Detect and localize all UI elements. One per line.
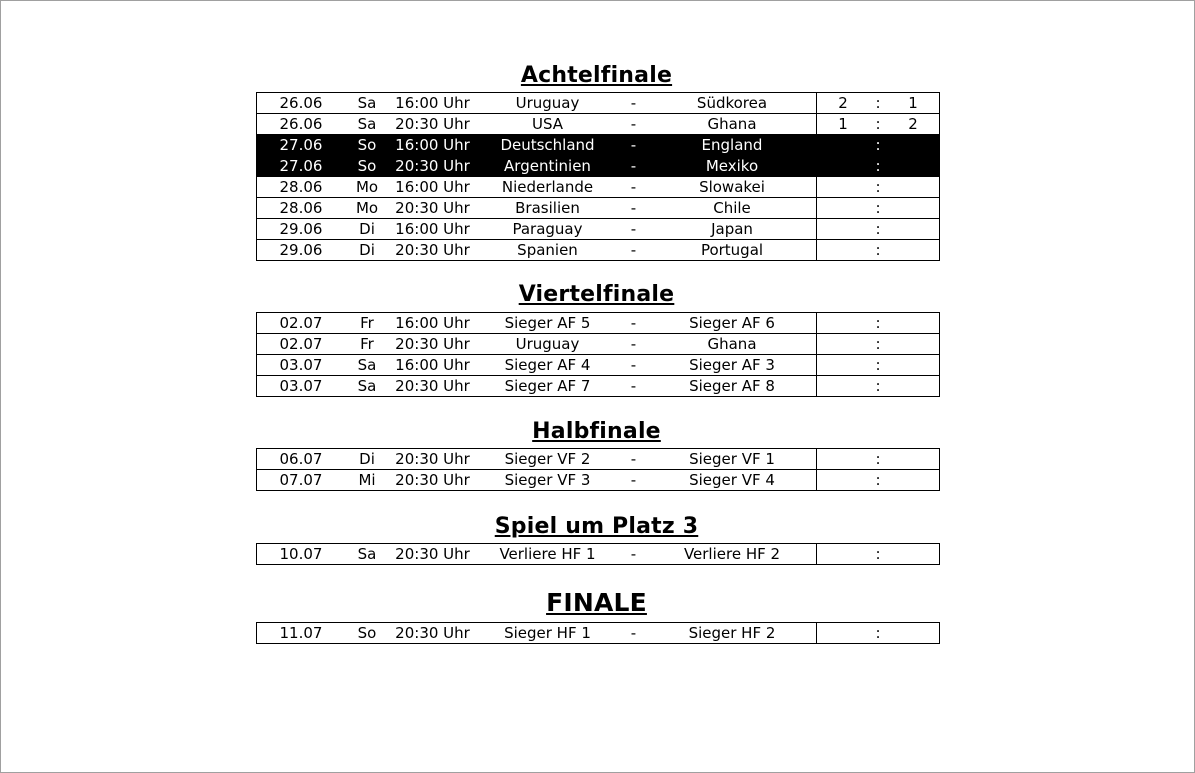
match-date: 29.06 (279, 220, 323, 238)
match-time: 20:30 Uhr (395, 624, 470, 642)
match-day: Sa (357, 94, 377, 112)
home-goals[interactable] (817, 544, 870, 565)
score-separator: : (875, 199, 881, 217)
team-separator: - (630, 199, 637, 217)
match-day: So (357, 624, 377, 642)
match-time: 20:30 Uhr (395, 450, 470, 468)
match-day: So (345, 135, 389, 156)
match-row (257, 177, 940, 198)
match-time: 16:00 Uhr (395, 178, 470, 196)
match-date: 07.07 (279, 471, 323, 489)
home-team: USA (531, 115, 564, 133)
score-separator: : (875, 335, 881, 353)
team-separator: - (630, 94, 637, 112)
match-day: Mo (355, 199, 379, 217)
team-separator: - (630, 220, 637, 238)
match-date: 29.06 (279, 241, 323, 259)
match-day: Di (359, 220, 375, 238)
match-time: 20:30 Uhr (395, 377, 470, 395)
away-team: Südkorea (648, 93, 817, 114)
away-team: Sieger HF 2 (648, 623, 817, 644)
match-row (257, 544, 940, 565)
home-goals[interactable]: 2 (838, 94, 848, 112)
home-goals[interactable] (817, 470, 870, 491)
match-day: Di (359, 241, 375, 259)
away-goals[interactable] (887, 135, 940, 156)
match-row (257, 376, 940, 397)
home-team: Sieger VF 3 (504, 471, 591, 489)
match-row (257, 240, 940, 261)
match-row (257, 470, 940, 491)
away-team: England (648, 135, 817, 156)
match-date: 28.06 (279, 199, 323, 217)
away-goals[interactable] (887, 198, 940, 219)
team-separator: - (619, 156, 648, 177)
away-goals[interactable] (887, 219, 940, 240)
fixtures-table-viertelfinale (256, 312, 940, 397)
home-goals[interactable] (817, 135, 870, 156)
match-date: 06.07 (279, 450, 323, 468)
away-goals[interactable] (887, 156, 940, 177)
match-date: 11.07 (279, 624, 323, 642)
away-team: Verliere HF 2 (648, 544, 817, 565)
match-time: 16:00 Uhr (395, 356, 470, 374)
home-goals[interactable] (817, 177, 870, 198)
away-goals[interactable]: 1 (908, 94, 918, 112)
match-row (257, 449, 940, 470)
match-row (257, 334, 940, 355)
away-goals[interactable] (887, 355, 940, 376)
section-title-achtelfinale: Achtelfinale (520, 63, 673, 88)
score-separator: : (875, 377, 881, 395)
match-day: Sa (357, 115, 377, 133)
score-separator: : (875, 178, 881, 196)
match-day: Mo (355, 178, 379, 196)
match-date: 03.07 (279, 377, 323, 395)
match-day: Sa (357, 545, 377, 563)
match-day: Fr (360, 335, 374, 353)
match-row (257, 114, 940, 135)
home-team: Uruguay (515, 94, 580, 112)
home-team: Sieger VF 2 (504, 450, 591, 468)
team-separator: - (630, 335, 637, 353)
match-date: 02.07 (279, 335, 323, 353)
score-separator: : (875, 356, 881, 374)
match-row (257, 156, 940, 177)
fixtures-table-finale (256, 622, 940, 644)
team-separator: - (630, 356, 637, 374)
home-team: Deutschland (476, 135, 619, 156)
away-team: Sieger AF 8 (648, 376, 817, 397)
away-goals[interactable] (887, 376, 940, 397)
home-team: Sieger AF 7 (504, 377, 591, 395)
match-date: 26.06 (279, 115, 323, 133)
home-goals[interactable] (817, 376, 870, 397)
away-team: Ghana (648, 114, 817, 135)
team-separator: - (630, 178, 637, 196)
home-goals[interactable] (817, 219, 870, 240)
away-goals[interactable] (887, 313, 940, 334)
match-row (257, 219, 940, 240)
home-team: Verliere HF 1 (499, 545, 596, 563)
match-day: So (345, 156, 389, 177)
match-row (257, 623, 940, 644)
home-goals[interactable] (817, 355, 870, 376)
section-title-finale: FINALE (546, 588, 647, 617)
match-time: 16:00 Uhr (395, 94, 470, 112)
home-goals[interactable] (817, 156, 870, 177)
match-time: 20:30 Uhr (395, 545, 470, 563)
home-team: Niederlande (501, 178, 594, 196)
match-time: 20:30 Uhr (389, 156, 476, 177)
home-goals[interactable] (817, 623, 870, 644)
team-separator: - (630, 624, 637, 642)
away-team: Sieger VF 4 (648, 470, 817, 491)
away-team: Portugal (648, 240, 817, 261)
section-title-platz3: Spiel um Platz 3 (494, 514, 699, 539)
home-team: Sieger AF 4 (504, 356, 591, 374)
away-goals[interactable] (887, 334, 940, 355)
team-separator: - (619, 135, 648, 156)
match-day: Fr (360, 314, 374, 332)
match-date: 27.06 (257, 135, 346, 156)
home-goals[interactable] (817, 240, 870, 261)
score-separator: : (875, 241, 881, 259)
fixtures-table-platz3 (256, 543, 940, 565)
home-goals[interactable] (817, 449, 870, 470)
away-team: Slowakei (648, 177, 817, 198)
away-goals[interactable] (887, 449, 940, 470)
team-separator: - (630, 471, 637, 489)
away-team: Sieger AF 6 (648, 313, 817, 334)
match-date: 03.07 (279, 356, 323, 374)
match-day: Di (359, 450, 375, 468)
away-goals[interactable] (887, 470, 940, 491)
match-day: Mi (358, 471, 376, 489)
match-time: 20:30 Uhr (395, 471, 470, 489)
away-team: Ghana (648, 334, 817, 355)
match-time: 20:30 Uhr (395, 335, 470, 353)
away-goals[interactable]: 2 (908, 115, 918, 133)
score-separator: : (869, 135, 887, 156)
away-team: Chile (648, 198, 817, 219)
away-goals[interactable] (887, 544, 940, 565)
team-separator: - (630, 115, 637, 133)
team-separator: - (630, 450, 637, 468)
away-goals[interactable] (887, 623, 940, 644)
score-separator: : (869, 156, 887, 177)
match-date: 02.07 (279, 314, 323, 332)
away-team: Mexiko (648, 156, 817, 177)
away-goals[interactable] (887, 177, 940, 198)
score-separator: : (875, 220, 881, 238)
team-separator: - (630, 314, 637, 332)
score-separator: : (875, 545, 881, 563)
home-goals[interactable] (817, 313, 870, 334)
score-separator: : (875, 94, 881, 112)
section-title-viertelfinale: Viertelfinale (518, 282, 675, 307)
fixtures-table-achtelfinale (256, 92, 940, 261)
score-separator: : (875, 471, 881, 489)
match-row (257, 355, 940, 376)
team-separator: - (630, 377, 637, 395)
home-team: Brasilien (515, 199, 580, 217)
home-team: Paraguay (512, 220, 583, 238)
match-date: 26.06 (279, 94, 323, 112)
fixtures-table-halbfinale (256, 448, 940, 491)
match-row (257, 198, 940, 219)
score-separator: : (875, 314, 881, 332)
away-team: Japan (648, 219, 817, 240)
match-time: 20:30 Uhr (395, 241, 470, 259)
home-goals[interactable] (817, 334, 870, 355)
match-date: 28.06 (279, 178, 323, 196)
section-title-halbfinale: Halbfinale (532, 419, 661, 444)
match-time: 16:00 Uhr (395, 220, 470, 238)
home-team: Sieger HF 1 (504, 624, 591, 642)
match-time: 20:30 Uhr (395, 199, 470, 217)
match-time: 16:00 Uhr (389, 135, 476, 156)
match-date: 27.06 (257, 156, 346, 177)
away-goals[interactable] (887, 240, 940, 261)
team-separator: - (630, 241, 637, 259)
match-row (257, 313, 940, 334)
away-team: Sieger VF 1 (648, 449, 817, 470)
match-time: 20:30 Uhr (395, 115, 470, 133)
match-day: Sa (357, 377, 377, 395)
away-team: Sieger AF 3 (648, 355, 817, 376)
home-team: Uruguay (515, 335, 580, 353)
match-time: 16:00 Uhr (395, 314, 470, 332)
score-separator: : (875, 624, 881, 642)
match-row (257, 93, 940, 114)
match-date: 10.07 (279, 545, 323, 563)
score-separator: : (875, 450, 881, 468)
home-goals[interactable]: 1 (838, 115, 848, 133)
match-row (257, 135, 940, 156)
score-separator: : (875, 115, 881, 133)
home-team: Sieger AF 5 (504, 314, 591, 332)
team-separator: - (630, 545, 637, 563)
home-team: Argentinien (476, 156, 619, 177)
home-goals[interactable] (817, 198, 870, 219)
home-team: Spanien (517, 241, 578, 259)
match-day: Sa (357, 356, 377, 374)
